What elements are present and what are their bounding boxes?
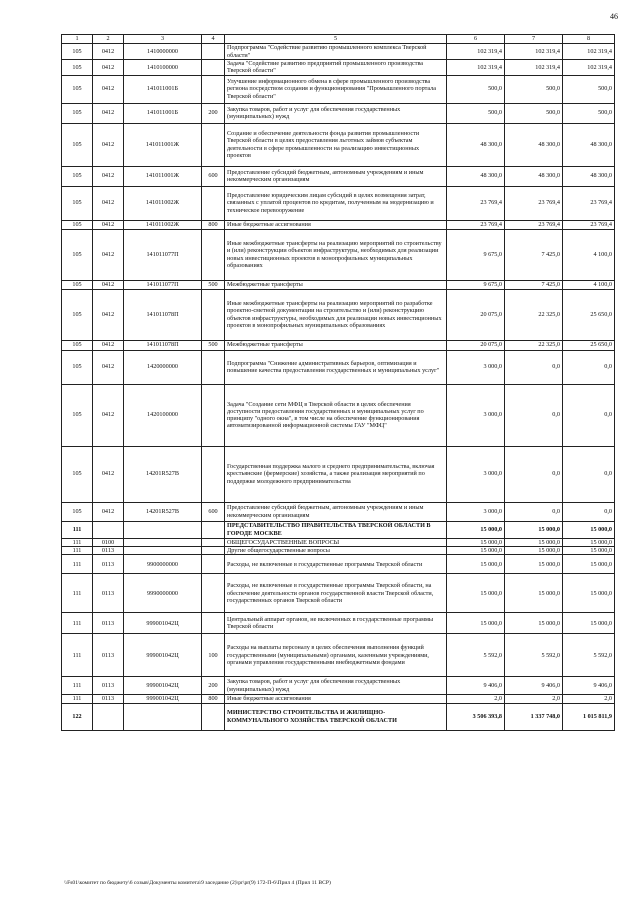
header-cell: 4 xyxy=(202,35,225,44)
amount-year3-cell: 23 769,4 xyxy=(563,186,615,220)
section-code-cell: 0412 xyxy=(93,289,124,340)
section-code-cell: 0412 xyxy=(93,103,124,123)
expense-type-cell xyxy=(202,44,225,60)
description-cell: Центральный аппарат органов, не включенных в государственные программы Тверской области xyxy=(225,613,447,634)
ministry-code-cell: 105 xyxy=(62,123,93,166)
expense-type-cell: 600 xyxy=(202,166,225,186)
target-article-cell: 14201R527В xyxy=(124,446,202,502)
target-article-cell: 9990000000 xyxy=(124,574,202,613)
amount-year2-cell: 15 000,0 xyxy=(505,613,563,634)
amount-year2-cell: 7 425,0 xyxy=(505,229,563,280)
amount-year1-cell: 15 000,0 xyxy=(447,613,505,634)
target-article-cell: 141011077П xyxy=(124,229,202,280)
target-article-cell xyxy=(124,703,202,730)
amount-year1-cell: 500,0 xyxy=(447,103,505,123)
section-code-cell: 0113 xyxy=(93,695,124,703)
header-cell: 7 xyxy=(505,35,563,44)
amount-year3-cell: 4 100,0 xyxy=(563,229,615,280)
amount-year1-cell: 102 319,4 xyxy=(447,44,505,60)
target-article-cell: 1420000000 xyxy=(124,350,202,384)
header-cell: 6 xyxy=(447,35,505,44)
amount-year2-cell: 22 325,0 xyxy=(505,289,563,340)
header-cell: 2 xyxy=(93,35,124,44)
expense-type-cell xyxy=(202,229,225,280)
description-cell: Расходы на выплаты персоналу в целях обеспечения выполнения функций государственными (муниципальными) органами, казенными учреждениями, органами управления государственными внебюджетными фондами xyxy=(225,634,447,677)
expense-type-cell xyxy=(202,186,225,220)
description-cell: Подпрограмма "Снижение административных барьеров, оптимизация и повышение качества предоставления государственных и муниципальных услуг" xyxy=(225,350,447,384)
expense-type-cell: 600 xyxy=(202,502,225,521)
amount-year3-cell: 15 000,0 xyxy=(563,555,615,574)
description-cell: Предоставление юридическим лицам субсидий в целях возмещения затрат, связанных с уплатой процентов по кредитам, полученным на модернизацию и техническое перевооружение xyxy=(225,186,447,220)
amount-year3-cell: 48 300,0 xyxy=(563,166,615,186)
description-cell: Подпрограмма "Содействие развитию промышленного комплекса Тверской области" xyxy=(225,44,447,60)
expense-type-cell xyxy=(202,60,225,76)
amount-year2-cell: 48 300,0 xyxy=(505,166,563,186)
target-article-cell: 1410100000 xyxy=(124,60,202,76)
amount-year1-cell: 9 675,0 xyxy=(447,280,505,289)
amount-year2-cell: 0,0 xyxy=(505,502,563,521)
ministry-code-cell: 105 xyxy=(62,60,93,76)
ministry-code-cell: 111 xyxy=(62,613,93,634)
section-code-cell: 0412 xyxy=(93,340,124,350)
expense-type-cell: 500 xyxy=(202,280,225,289)
amount-year3-cell: 2,0 xyxy=(563,695,615,703)
table-row xyxy=(62,186,615,220)
target-article-cell xyxy=(124,546,202,554)
table-row xyxy=(62,613,615,634)
table-row xyxy=(62,229,615,280)
amount-year3-cell: 500,0 xyxy=(563,75,615,103)
table-row xyxy=(62,220,615,229)
table-row xyxy=(62,340,615,350)
expense-type-cell xyxy=(202,446,225,502)
page-number: 46 xyxy=(610,12,618,21)
section-code-cell: 0412 xyxy=(93,44,124,60)
amount-year1-cell: 48 300,0 xyxy=(447,123,505,166)
amount-year2-cell: 1 337 748,0 xyxy=(505,703,563,730)
amount-year2-cell: 0,0 xyxy=(505,446,563,502)
amount-year1-cell: 9 406,0 xyxy=(447,677,505,695)
description-cell: Другие общегосударственные вопросы xyxy=(225,546,447,554)
section-code-cell: 0113 xyxy=(93,634,124,677)
target-article-cell: 9900000000 xyxy=(124,555,202,574)
amount-year1-cell: 3 000,0 xyxy=(447,446,505,502)
amount-year1-cell: 2,0 xyxy=(447,695,505,703)
section-code-cell xyxy=(93,703,124,730)
amount-year2-cell: 23 769,4 xyxy=(505,186,563,220)
amount-year3-cell: 23 769,4 xyxy=(563,220,615,229)
amount-year2-cell: 15 000,0 xyxy=(505,538,563,546)
description-cell: МИНИСТЕРСТВО СТРОИТЕЛЬСТВА И ЖИЛИЩНО-КОММУНАЛЬНОГО ХОЗЯЙСТВА ТВЕРСКОЙ ОБЛАСТИ xyxy=(225,703,447,730)
ministry-code-cell: 105 xyxy=(62,340,93,350)
table-row xyxy=(62,280,615,289)
table-row xyxy=(62,677,615,695)
expense-type-cell xyxy=(202,546,225,554)
ministry-code-cell: 111 xyxy=(62,555,93,574)
amount-year3-cell: 25 650,0 xyxy=(563,289,615,340)
table-row xyxy=(62,521,615,538)
target-article-cell: 1410000000 xyxy=(124,44,202,60)
file-path-footer: \\Fs01\комитет по бюджету\6 созыв\Документы комитета\9 заседание (2)\pr\pr(9) 172-П-6\Прил 4 (Прил 11 ВСР) xyxy=(64,880,331,886)
table-row xyxy=(62,502,615,521)
ministry-code-cell: 105 xyxy=(62,186,93,220)
section-code-cell: 0412 xyxy=(93,446,124,502)
amount-year3-cell: 4 100,0 xyxy=(563,280,615,289)
ministry-code-cell: 111 xyxy=(62,677,93,695)
amount-year3-cell: 0,0 xyxy=(563,350,615,384)
description-cell: Расходы, не включенные в государственные программы Тверской области, на обеспечение деятельности органов государственной власти Тверской области, государственных органов Тверской области xyxy=(225,574,447,613)
section-code-cell: 0113 xyxy=(93,677,124,695)
expense-type-cell xyxy=(202,75,225,103)
table-row xyxy=(62,289,615,340)
amount-year1-cell: 15 000,0 xyxy=(447,521,505,538)
expense-type-cell xyxy=(202,521,225,538)
expense-type-cell: 800 xyxy=(202,220,225,229)
amount-year1-cell: 48 300,0 xyxy=(447,166,505,186)
ministry-code-cell: 111 xyxy=(62,695,93,703)
amount-year3-cell: 48 300,0 xyxy=(563,123,615,166)
ministry-code-cell: 111 xyxy=(62,574,93,613)
amount-year1-cell: 23 769,4 xyxy=(447,186,505,220)
section-code-cell: 0412 xyxy=(93,75,124,103)
section-code-cell: 0412 xyxy=(93,220,124,229)
amount-year3-cell: 0,0 xyxy=(563,384,615,446)
target-article-cell: 141011078П xyxy=(124,340,202,350)
amount-year1-cell: 15 000,0 xyxy=(447,538,505,546)
amount-year3-cell: 1 015 811,9 xyxy=(563,703,615,730)
section-code-cell: 0113 xyxy=(93,555,124,574)
amount-year1-cell: 20 075,0 xyxy=(447,340,505,350)
amount-year3-cell: 0,0 xyxy=(563,502,615,521)
ministry-code-cell: 105 xyxy=(62,350,93,384)
table-row xyxy=(62,446,615,502)
amount-year2-cell: 5 592,0 xyxy=(505,634,563,677)
description-cell: Задача "Содействие развитию предприятий промышленного производства Тверской области" xyxy=(225,60,447,76)
amount-year1-cell: 20 075,0 xyxy=(447,289,505,340)
description-cell: Закупка товаров, работ и услуг для обеспечения государственных (муниципальных) нужд xyxy=(225,677,447,695)
target-article-cell: 14201R527В xyxy=(124,502,202,521)
description-cell: Расходы, не включенные в государственные программы Тверской области xyxy=(225,555,447,574)
table-row xyxy=(62,546,615,554)
target-article-cell: 141011078П xyxy=(124,289,202,340)
amount-year3-cell: 25 650,0 xyxy=(563,340,615,350)
amount-year1-cell: 9 675,0 xyxy=(447,229,505,280)
target-article-cell: 999001042Ц xyxy=(124,677,202,695)
section-code-cell: 0113 xyxy=(93,574,124,613)
section-code-cell: 0113 xyxy=(93,613,124,634)
amount-year1-cell: 3 000,0 xyxy=(447,384,505,446)
amount-year1-cell: 5 592,0 xyxy=(447,634,505,677)
amount-year1-cell: 23 769,4 xyxy=(447,220,505,229)
target-article-cell: 999001042Ц xyxy=(124,634,202,677)
amount-year2-cell: 102 319,4 xyxy=(505,44,563,60)
description-cell: ПРЕДСТАВИТЕЛЬСТВО ПРАВИТЕЛЬСТВА ТВЕРСКОЙ ОБЛАСТИ В ГОРОДЕ МОСКВЕ xyxy=(225,521,447,538)
section-code-cell: 0412 xyxy=(93,384,124,446)
amount-year2-cell: 15 000,0 xyxy=(505,521,563,538)
expense-type-cell: 200 xyxy=(202,677,225,695)
target-article-cell: 141011001Ж xyxy=(124,166,202,186)
section-code-cell xyxy=(93,521,124,538)
table-row xyxy=(62,75,615,103)
amount-year1-cell: 102 319,4 xyxy=(447,60,505,76)
amount-year2-cell: 102 319,4 xyxy=(505,60,563,76)
table-row xyxy=(62,60,615,76)
amount-year3-cell: 15 000,0 xyxy=(563,521,615,538)
amount-year3-cell: 15 000,0 xyxy=(563,574,615,613)
table-row xyxy=(62,703,615,730)
description-cell: Межбюджетные трансферты xyxy=(225,280,447,289)
amount-year2-cell: 9 406,0 xyxy=(505,677,563,695)
amount-year1-cell: 3 000,0 xyxy=(447,502,505,521)
target-article-cell xyxy=(124,521,202,538)
description-cell: Предоставление субсидий бюджетным, автономным учреждениям и иным некоммерческим организациям xyxy=(225,166,447,186)
target-article-cell: 141011077П xyxy=(124,280,202,289)
expense-type-cell: 800 xyxy=(202,695,225,703)
ministry-code-cell: 111 xyxy=(62,538,93,546)
ministry-code-cell: 105 xyxy=(62,75,93,103)
amount-year2-cell: 15 000,0 xyxy=(505,574,563,613)
amount-year3-cell: 102 319,4 xyxy=(563,60,615,76)
expense-type-cell xyxy=(202,538,225,546)
target-article-cell: 1420100000 xyxy=(124,384,202,446)
header-row xyxy=(62,35,615,44)
ministry-code-cell: 105 xyxy=(62,502,93,521)
amount-year1-cell: 15 000,0 xyxy=(447,546,505,554)
description-cell: ОБЩЕГОСУДАРСТВЕННЫЕ ВОПРОСЫ xyxy=(225,538,447,546)
description-cell: Предоставление субсидий бюджетным, автономным учреждениям и иным некоммерческим организациям xyxy=(225,502,447,521)
amount-year2-cell: 15 000,0 xyxy=(505,555,563,574)
description-cell: Улучшение информационного обмена в сфере промышленного производства региона посредством создания и функционирования "Промышленного портала Тверской области" xyxy=(225,75,447,103)
target-article-cell: 141011002Ж xyxy=(124,220,202,229)
amount-year1-cell: 3 000,0 xyxy=(447,350,505,384)
section-code-cell: 0412 xyxy=(93,123,124,166)
ministry-code-cell: 111 xyxy=(62,521,93,538)
section-code-cell: 0412 xyxy=(93,166,124,186)
amount-year2-cell: 7 425,0 xyxy=(505,280,563,289)
target-article-cell: 141011001Б xyxy=(124,75,202,103)
description-cell: Задача "Создание сети МФЦ в Тверской области в целях обеспечения доступности предоставления государственных и муниципальных услуг по принципу "одного окна", в том числе на обеспечение функционирования автоматизированной информационной системы ГАУ "МФЦ" xyxy=(225,384,447,446)
amount-year2-cell: 22 325,0 xyxy=(505,340,563,350)
ministry-code-cell: 105 xyxy=(62,166,93,186)
table-row xyxy=(62,538,615,546)
table-row xyxy=(62,555,615,574)
table-row xyxy=(62,123,615,166)
section-code-cell: 0412 xyxy=(93,60,124,76)
amount-year2-cell: 0,0 xyxy=(505,384,563,446)
header-cell: 5 xyxy=(225,35,447,44)
description-cell: Иные бюджетные ассигнования xyxy=(225,220,447,229)
amount-year1-cell: 15 000,0 xyxy=(447,555,505,574)
target-article-cell xyxy=(124,538,202,546)
amount-year3-cell: 15 000,0 xyxy=(563,538,615,546)
section-code-cell: 0412 xyxy=(93,186,124,220)
expense-type-cell: 100 xyxy=(202,634,225,677)
ministry-code-cell: 105 xyxy=(62,446,93,502)
amount-year2-cell: 2,0 xyxy=(505,695,563,703)
description-cell: Иные межбюджетные трансферты на реализацию мероприятий по разработке проектно-сметной документации на строительство и (или) реконструкцию объектов инфраструктуры, необходимых для реализации новых инвестиционных проектов в монопрофильных муниципальных образованиях xyxy=(225,289,447,340)
ministry-code-cell: 105 xyxy=(62,229,93,280)
target-article-cell: 141011002Ж xyxy=(124,186,202,220)
amount-year3-cell: 15 000,0 xyxy=(563,546,615,554)
expense-type-cell: 500 xyxy=(202,340,225,350)
table-row xyxy=(62,103,615,123)
amount-year2-cell: 0,0 xyxy=(505,350,563,384)
amount-year2-cell: 23 769,4 xyxy=(505,220,563,229)
amount-year2-cell: 48 300,0 xyxy=(505,123,563,166)
amount-year3-cell: 9 406,0 xyxy=(563,677,615,695)
expense-type-cell xyxy=(202,350,225,384)
amount-year3-cell: 0,0 xyxy=(563,446,615,502)
section-code-cell: 0100 xyxy=(93,538,124,546)
table-row xyxy=(62,44,615,60)
ministry-code-cell: 122 xyxy=(62,703,93,730)
ministry-code-cell: 105 xyxy=(62,44,93,60)
description-cell: Создание и обеспечение деятельности фонда развития промышленности Тверской области в целях предоставления льготных займов субъектам деятельности в сфере промышленности на реализацию инвестиционных проектов xyxy=(225,123,447,166)
amount-year1-cell: 15 000,0 xyxy=(447,574,505,613)
ministry-code-cell: 111 xyxy=(62,634,93,677)
description-cell: Государственная поддержка малого и среднего предпринимательства, включая крестьянские (фермерские) хозяйства, а также реализация мероприятий по поддержке молодежного предпринимательства xyxy=(225,446,447,502)
expense-type-cell: 200 xyxy=(202,103,225,123)
description-cell: Иные межбюджетные трансферты на реализацию мероприятий по строительству и (или) реконструкции объектов инфраструктуры, необходимых для реализации новых инвестиционных проектов в монопрофильных муниципальных образованиях xyxy=(225,229,447,280)
table-row xyxy=(62,634,615,677)
expense-type-cell xyxy=(202,555,225,574)
expense-type-cell xyxy=(202,289,225,340)
amount-year3-cell: 5 592,0 xyxy=(563,634,615,677)
expense-type-cell xyxy=(202,574,225,613)
amount-year1-cell: 500,0 xyxy=(447,75,505,103)
expense-type-cell xyxy=(202,703,225,730)
description-cell: Закупка товаров, работ и услуг для обеспечения государственных (муниципальных) нужд xyxy=(225,103,447,123)
ministry-code-cell: 111 xyxy=(62,546,93,554)
description-cell: Межбюджетные трансферты xyxy=(225,340,447,350)
header-cell: 8 xyxy=(563,35,615,44)
section-code-cell: 0412 xyxy=(93,350,124,384)
ministry-code-cell: 105 xyxy=(62,220,93,229)
header-cell: 3 xyxy=(124,35,202,44)
expense-type-cell xyxy=(202,613,225,634)
section-code-cell: 0412 xyxy=(93,502,124,521)
ministry-code-cell: 105 xyxy=(62,103,93,123)
target-article-cell: 999001042Ц xyxy=(124,695,202,703)
ministry-code-cell: 105 xyxy=(62,384,93,446)
expense-type-cell xyxy=(202,123,225,166)
table-row xyxy=(62,574,615,613)
amount-year2-cell: 500,0 xyxy=(505,103,563,123)
budget-table xyxy=(61,34,615,731)
header-cell: 1 xyxy=(62,35,93,44)
amount-year3-cell: 102 319,4 xyxy=(563,44,615,60)
amount-year2-cell: 15 000,0 xyxy=(505,546,563,554)
table-row xyxy=(62,350,615,384)
target-article-cell: 999001042Ц xyxy=(124,613,202,634)
description-cell: Иные бюджетные ассигнования xyxy=(225,695,447,703)
amount-year1-cell: 3 506 393,8 xyxy=(447,703,505,730)
amount-year3-cell: 500,0 xyxy=(563,103,615,123)
table-row xyxy=(62,695,615,703)
section-code-cell: 0412 xyxy=(93,229,124,280)
expense-type-cell xyxy=(202,384,225,446)
table-row xyxy=(62,166,615,186)
target-article-cell: 141011001Б xyxy=(124,103,202,123)
target-article-cell: 141011001Ж xyxy=(124,123,202,166)
section-code-cell: 0113 xyxy=(93,546,124,554)
table-row xyxy=(62,384,615,446)
section-code-cell: 0412 xyxy=(93,280,124,289)
amount-year3-cell: 15 000,0 xyxy=(563,613,615,634)
ministry-code-cell: 105 xyxy=(62,289,93,340)
amount-year2-cell: 500,0 xyxy=(505,75,563,103)
ministry-code-cell: 105 xyxy=(62,280,93,289)
